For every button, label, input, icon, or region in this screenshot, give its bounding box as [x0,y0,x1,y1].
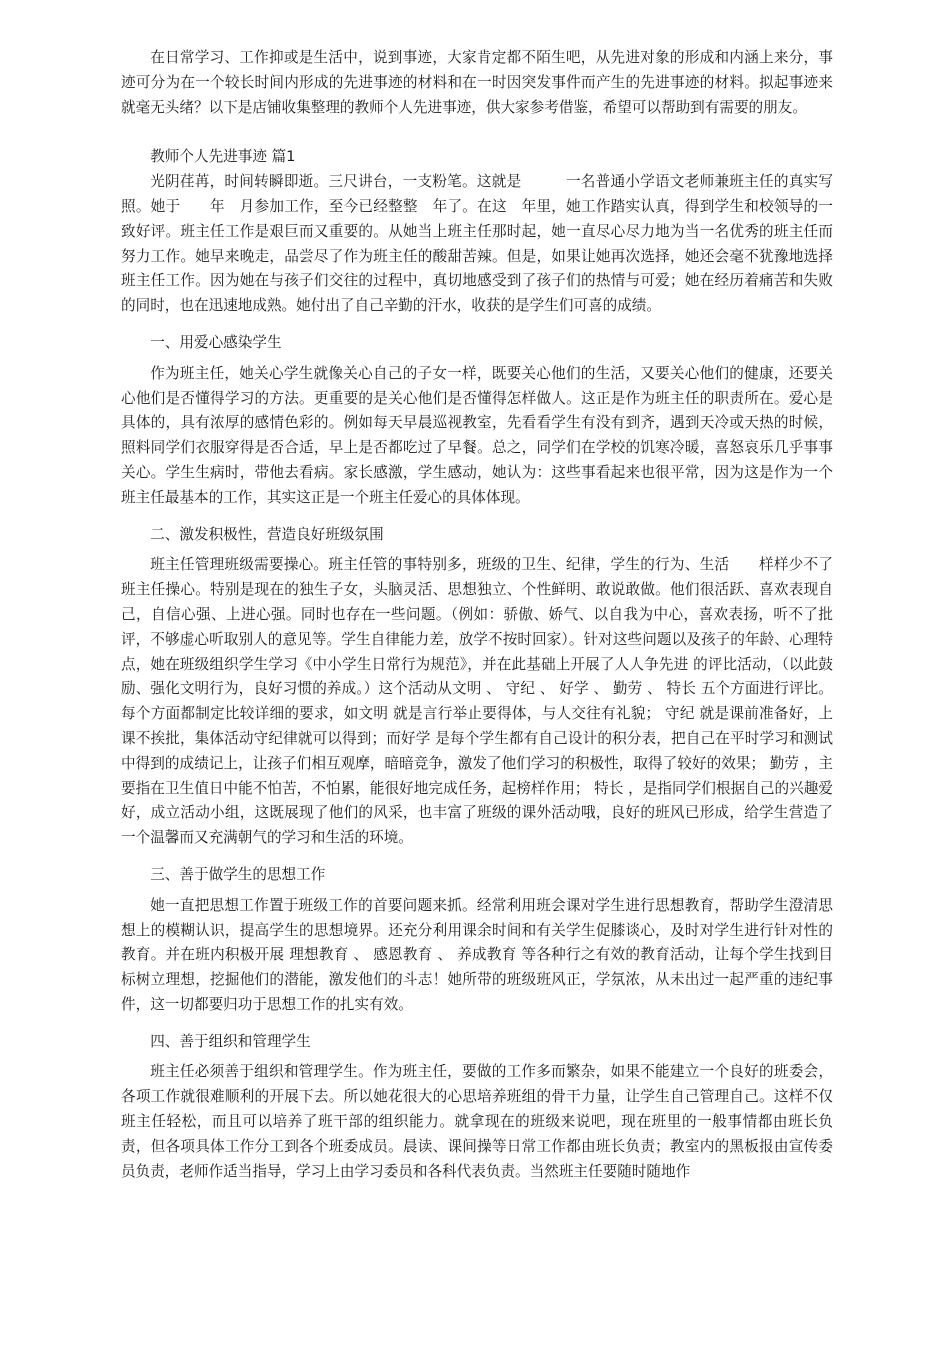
document-page [121,46,833,1184]
intro-paragraph: 在日常学习、工作抑或是生活中，说到事迹，大家肯定都不陌生吧，从先进对象的形成和内涵上来分，事迹可分为在一个较长时间内形成的先进事迹的材料和在一时因突发事件而产生的先进事迹的材料。拟起事迹来就毫无头绪？以下是店铺收集整理的教师个人先进事迹，供大家参考借鉴，希望可以帮助到有需要的朋友。 [121,49,833,116]
section-4-heading: 四、善于组织和管理学生 [150,1032,311,1050]
section-1-text: 作为班主任，她关心学生就像关心自己的子女一样，既要关心他们的生活，又要关心他们的健康，还要关心他们是否懂得学习的方法。更重要的是关心他们是否懂得怎样做人。这正是作为班主任的职责所在。爱心是具体的，具有浓厚的感情色彩的。例如每天早晨巡视教室，先看看学生有没有到齐，遇到天冷或天热的时候，照料同学们衣服穿得是否合适，早上是否都吃过了早餐。总之，同学们在学校的饥寒冷暖，喜怒哀乐几乎事事关心。学生生病时，带他去看病。家长感激，学生感动，她认为：这些事看起来也很平常，因为这是作为一个班主任最基本的工作，其实这正是一个班主任爱心的具体体现。 [121,364,833,506]
spacer [121,319,833,331]
spacer [121,1018,833,1030]
section-2-text: 班主任管理班级需要操心。班主任管的事特别多，班级的卫生、纪律，学生的行为、生活 样样少不了班主任操心。特别是现在的独生子女，头脑灵活、思想独立、个性鲜明、敢说敢做。他们很活跃、喜欢表现自己，自信心强、上进心强。同时也存在一些问题。（例如：骄傲、娇气、以自我为中心，喜欢表扬，听不了批评，不够虚心听取别人的意见等。学生自律能力差，放学不按时回家）。针对这些问题以及孩子的年龄、心理特点，她在班级组织学生学习《中小学生日常行为规范》，并在此基础上开展了人人争先进 的评比活动，（以此鼓励、强化文明行为，良好习惯的养成。）这个活动从文明 、 守纪 、 好学 、 勤劳 、 特长 五个方面进行评比。每个方面都制定比较详细的要求，如文明 就是言行举止要得体，与人交往有礼貌； 守纪 就是课前准备好，上课不挨批，集体活动守纪律就可以得到；而好学 是每个学生都有自己设计的积分表，把自己在平时学习和测试中得到的成绩记上，让孩子们相互观摩，暗暗竞争，激发了他们学习的积极性，取得了较好的效果； 勤劳 ，主要指在卫生值日中能不怕苦，不怕累，能很好地完成任务，起榜样作用； 特长 ，是指同学们根据自己的兴趣爱好，成立活动小组，这既展现了他们的风采，也丰富了班级的课外活动哦，良好的班风已形成，给学生营造了一个温馨而又充满朝气的学习和生活的环境。 [121,556,833,847]
spacer [121,851,833,863]
section-2-heading: 二、激发积极性，营造良好班级氛围 [150,525,384,543]
article-title: 教师个人先进事迹 篇1 [150,148,296,166]
spacer [121,120,833,145]
section-3-heading: 三、善于做学生的思想工作 [150,865,326,883]
section-4-text: 班主任必须善于组织和管理学生。作为班主任，要做的工作多而繁杂，如果不能建立一个良好的班委会，各项工作就很难顺利的开展下去。所以她花很大的心思培养班组的骨干力量，让学生自己管理自己。这样不仅班主任轻松，而且可以培养了班干部的组织能力。就拿现在的班级来说吧，现在班里的一般事情都由班长负责，但各项具体工作分工到各个班委成员。晨读、课间操等日常工作都由班长负责；教室内的黑板报由宣传委员负责，老师作适当指导，学习上由学习委员和各科代表负责。当然班主任要随时随地作 [121,1063,833,1180]
spacer [121,511,833,523]
section-3-text: 她一直把思想工作置于班级工作的首要问题来抓。经常利用班会课对学生进行思想教育，帮助学生澄清思想上的模糊认识，提高学生的思想境界。还充分利用课余时间和有关学生促膝谈心，及时对学生进行针对性的教育。并在班内积极开展 理想教育 、 感恩教育 、 养成教育 等各种行之有效的教育活动，让每个学生找到目标树立理想，挖掘他们的潜能，激发他们的斗志！她所带的班级班风正，学氛浓，从未出过一起严重的违纪事件，这一切都要归功于思想工作的扎实有效。 [121,896,833,1013]
section-1-heading: 一、用爱心感染学生 [150,333,282,351]
article-paragraph-1: 光阴荏苒，时间转瞬即逝。三尺讲台，一支粉笔。这就是 一名普通小学语文老师兼班主任的真实写照。她于 年 月参加工作，至今已经整整 年了。在这 年里，她工作踏实认真，得到学生和校领导的一致好评。班主任工作是艰巨而又重要的。从她当上班主任那时起，她一直尽心尽力地为当一名优秀的班主任而努力工作。她早来晚走，品尝尽了作为班主任的酸甜苦辣。但是，如果让她再次选择，她还会毫不犹豫地选择班主任工作。因为她在与孩子们交往的过程中，真切地感受到了孩子们的热情与可爱；她在经历着痛苦和失败的同时，也在迅速地成熟。她付出了自己辛勤的汗水，收获的是学生们可喜的成绩。 [121,173,833,315]
